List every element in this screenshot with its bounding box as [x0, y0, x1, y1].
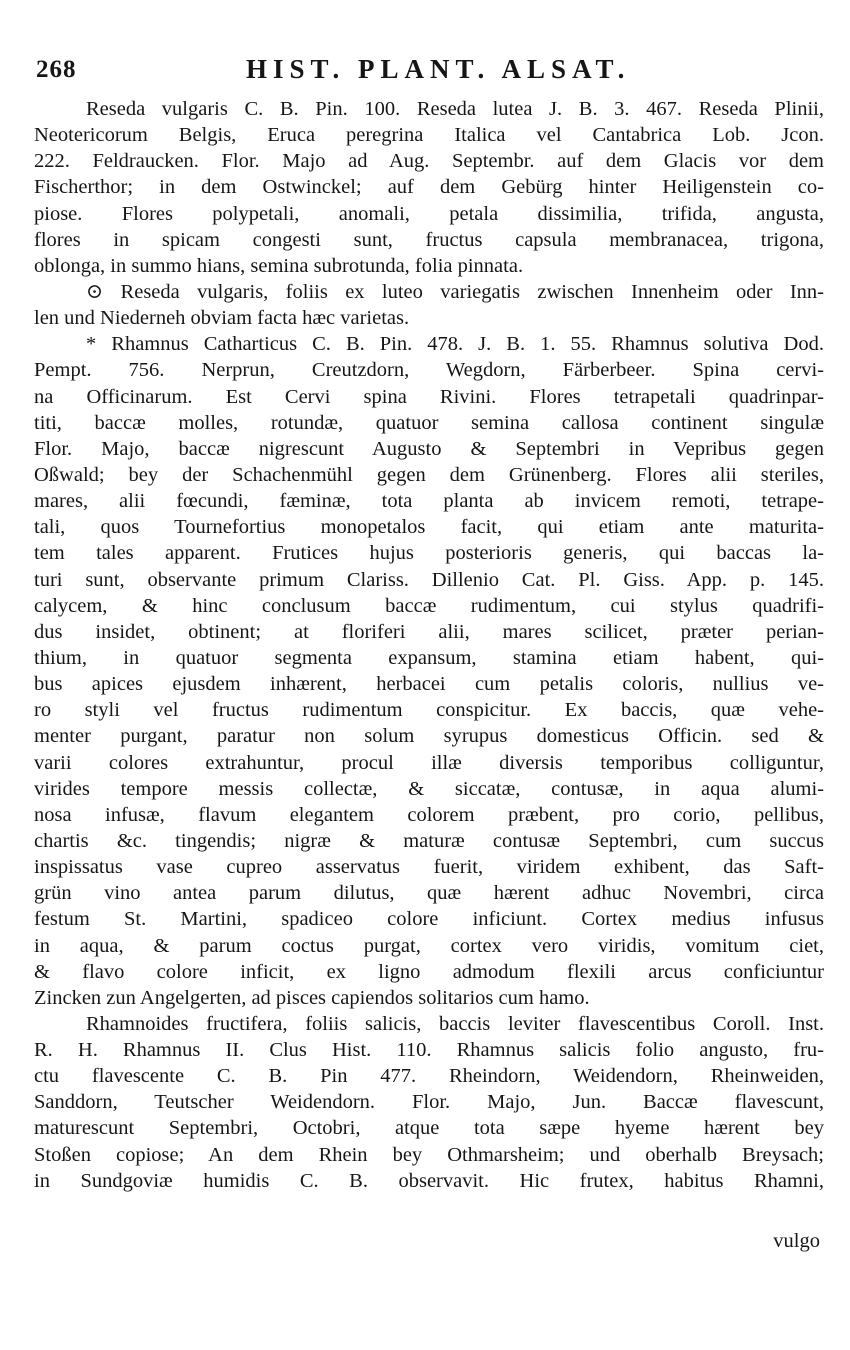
catchword: vulgo	[773, 1230, 820, 1252]
text-line: Pempt. 756. Nerprun, Creutzdorn, Wegdorn, Färberbeer. Spina cervi-	[34, 359, 824, 382]
text-line: ro styli vel fructus rudimentum conspicitur. Ex baccis, quæ vehe-	[34, 699, 824, 722]
text-line: len und Niederneh obviam facta hæc varietas.	[34, 307, 410, 330]
text-line: Reseda vulgaris C. B. Pin. 100. Reseda lutea J. B. 3. 467. Reseda Plinii,	[86, 98, 824, 120]
text-line: piose. Flores polypetali, anomali, petala dissimilia, trifida, angusta,	[34, 202, 824, 225]
text-line: nosa infusæ, flavum elegantem colorem præbent, pro corio, pellibus,	[34, 803, 824, 826]
text-line: & flavo colore inficit, ex ligno admodum flexili arcus conficiuntur	[34, 960, 824, 983]
text-line: R. H. Rhamnus II. Clus Hist. 110. Rhamnus salicis folio angusto, fru-	[34, 1039, 824, 1062]
text-line: Neotericorum Belgis, Eruca peregrina Italica vel Cantabrica Lob. Jcon.	[34, 124, 824, 147]
body-text	[34, 96, 824, 1194]
text-line: Sanddorn, Teutscher Weidendorn. Flor. Majo, Jun. Baccæ flavescunt,	[34, 1091, 824, 1114]
text-line: inspissatus vase cupreo asservatus fuerit, viridem exhibent, das Saft-	[34, 856, 824, 879]
text-line: calycem, & hinc conclusum baccæ rudimentum, cui stylus quadrifi-	[34, 594, 824, 617]
text-line: bus apices ejusdem inhærent, herbacei cum petalis coloris, nullius ve-	[34, 673, 824, 696]
text-line: grün vino antea parum dilutus, quæ hærent adhuc Novembri, circa	[34, 882, 824, 905]
running-title: HIST. PLANT. ALSAT.	[246, 54, 631, 84]
text-line: Flor. Majo, baccæ nigrescunt Augusto & Septembri in Vepribus gegen	[34, 437, 824, 460]
text-line: flores in spicam congesti sunt, fructus capsula membranacea, trigona,	[34, 228, 824, 251]
text-line: virides tempore messis collectæ, & siccatæ, contusæ, in aqua alumi-	[34, 777, 824, 800]
text-line: titi, baccæ molles, rotundæ, quatuor semina callosa continent singulæ	[34, 411, 824, 434]
text-line: oblonga, in summo hians, semina subrotunda, folia pinnata.	[34, 254, 524, 277]
page-number: 268	[36, 56, 77, 83]
text-line: Stoßen copiose; An dem Rhein bey Othmarsheim; und oberhalb Breysach;	[34, 1143, 824, 1166]
text-line: festum St. Martini, spadiceo colore inficiunt. Cortex medius infusus	[34, 908, 824, 931]
page-header	[36, 50, 836, 90]
text-line: 222. Feldraucken. Flor. Majo ad Aug. Septembr. auf dem Glacis vor dem	[34, 150, 824, 173]
text-line: na Officinarum. Est Cervi spina Rivini. Flores tetrapetali quadrinpar-	[34, 385, 824, 408]
text-line: mares, alii fœcundi, fæminæ, tota planta ab invicem remoti, tetrape-	[34, 490, 824, 513]
text-line: dus insidet, obtinent; at floriferi alii, mares scilicet, præter perian-	[34, 620, 824, 643]
text-line: * Rhamnus Catharticus C. B. Pin. 478. J. B. 1. 55. Rhamnus solutiva Dod.	[86, 333, 824, 356]
text-line: maturescunt Septembri, Octobri, atque tota sæpe hyeme hærent bey	[34, 1117, 824, 1140]
text-line: Rhamnoides fructifera, foliis salicis, baccis leviter flavescentibus Coroll. Inst.	[86, 1012, 824, 1035]
text-line: menter purgant, paratur non solum syrupus domesticus Officin. sed &	[34, 725, 824, 748]
text-line: Zincken zun Angelgerten, ad pisces capiendos solitarios cum hamo.	[34, 986, 590, 1009]
text-line: Oßwald; bey der Schachenmühl gegen dem Grünenberg. Flores alii steriles,	[34, 463, 824, 486]
text-line: turi sunt, observante primum Clariss. Dillenio Cat. Pl. Giss. App. p. 145.	[34, 568, 824, 591]
text-line: tali, quos Tournefortius monopetalos facit, qui etiam ante maturita-	[34, 516, 824, 539]
text-line: ⊙ Reseda vulgaris, foliis ex luteo variegatis zwischen Innenheim oder Inn-	[86, 280, 824, 303]
text-line: tem tales apparent. Frutices hujus posterioris generis, qui baccas la-	[34, 542, 824, 565]
text-line: chartis &c. tingendis; nigræ & maturæ contusæ Septembri, cum succus	[34, 829, 824, 852]
text-line: Fischerthor; in dem Ostwinckel; auf dem Gebürg hinter Heiligenstein co-	[34, 176, 824, 199]
text-line: in Sundgoviæ humidis C. B. observavit. Hic frutex, habitus Rhamni,	[34, 1169, 824, 1192]
text-line: ctu flavescente C. B. Pin 477. Rheindorn, Weidendorn, Rheinweiden,	[34, 1065, 824, 1088]
text-line: in aqua, & parum coctus purgat, cortex vero viridis, vomitum ciet,	[34, 934, 824, 957]
text-line: varii colores extrahuntur, procul illæ diversis temporibus colliguntur,	[34, 751, 824, 774]
text-line: thium, in quatuor segmenta expansum, stamina etiam habent, qui-	[34, 646, 824, 669]
